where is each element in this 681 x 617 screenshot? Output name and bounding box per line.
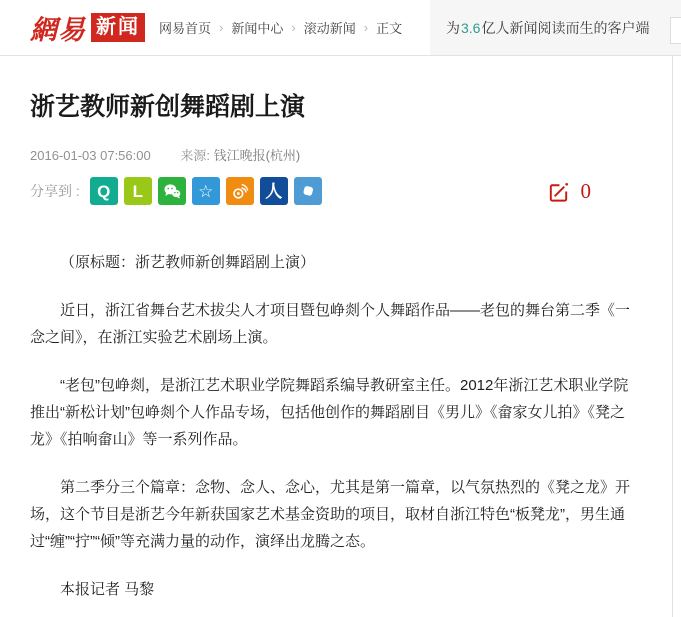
promo-text: 为3.6亿人新闻阅读而生的客户端 [446, 19, 650, 36]
article-body [30, 249, 643, 603]
client-promo-banner[interactable] [430, 0, 681, 55]
star-share-icon[interactable]: ☆ [192, 177, 220, 205]
breadcrumb-current-page: 正文 [376, 21, 403, 36]
breadcrumb-home-link[interactable]: 网易首页 [159, 21, 212, 36]
comment-pen-icon [546, 179, 571, 204]
comment-count: 0 [580, 178, 591, 203]
site-header [0, 0, 681, 56]
news-section-badge: 新闻 [91, 13, 145, 42]
breadcrumb-rolling-news-link[interactable]: 滚动新闻 [303, 21, 356, 36]
reporter-byline: 本报记者 马黎 [60, 581, 155, 598]
article-paragraph: “老包”包峥剡，是浙江艺术职业学院舞蹈系编导教研室主任。2012年浙江艺术职业学院推出“新松计划”包峥剡个人作品专场，包括他创作的舞蹈剧目《男儿》《畲家女儿拍》《凳之龙》《拍响畲山》等一系列作品。 [30, 377, 629, 448]
original-title-line: （原标题：浙艺教师新创舞蹈剧上演） [60, 254, 316, 271]
chevron-separator-icon: › [291, 20, 296, 35]
wechat-icon[interactable] [158, 177, 186, 205]
article-paragraph: 第二季分三个篇章：念物、念人、念心，尤其是第一篇章，以气氛热烈的《凳之龙》开场，这个节目是浙艺今年新获国家艺术基金资助的项目，取材自浙江特色“板凳龙”，男生通过“缠”“拧”“倾”等充满力量的动作，演绎出龙腾之态。 [30, 479, 631, 550]
source-name[interactable]: 钱江晚报(杭州) [213, 148, 301, 163]
page-right-border [672, 56, 673, 617]
share-label: 分享到 : [30, 183, 80, 199]
article-paragraph: 近日，浙江省舞台艺术拔尖人才项目暨包峥剡个人舞蹈作品——老包的舞台第二季《一念之间》，在浙江实验艺术剧场上演。 [30, 302, 631, 346]
renren-icon[interactable]: 人 [260, 177, 288, 205]
article-content [0, 92, 681, 603]
publish-date: 2016-01-03 07:56:00 [30, 148, 151, 163]
comment-entry[interactable] [546, 179, 592, 204]
weibo-icon[interactable] [226, 177, 254, 205]
lofter-l-icon[interactable]: L [124, 177, 152, 205]
breadcrumb-news-center-link[interactable]: 新闻中心 [231, 21, 284, 36]
breadcrumb [159, 18, 402, 37]
article-title: 浙艺教师新创舞蹈剧上演 [30, 93, 306, 121]
promo-highlight-number: 3.6 [461, 19, 481, 36]
promo-side-box [670, 17, 681, 44]
share-bar [30, 177, 643, 205]
youdao-note-icon[interactable] [294, 177, 322, 205]
q-bubble-icon[interactable]: Q [90, 177, 118, 205]
chevron-separator-icon: › [363, 20, 369, 35]
netease-news-logo[interactable] [30, 8, 145, 47]
chevron-separator-icon: › [219, 20, 224, 35]
source-label: 来源: [180, 148, 210, 163]
netease-brand-text: 網易 [30, 15, 86, 45]
article-meta [30, 145, 643, 164]
